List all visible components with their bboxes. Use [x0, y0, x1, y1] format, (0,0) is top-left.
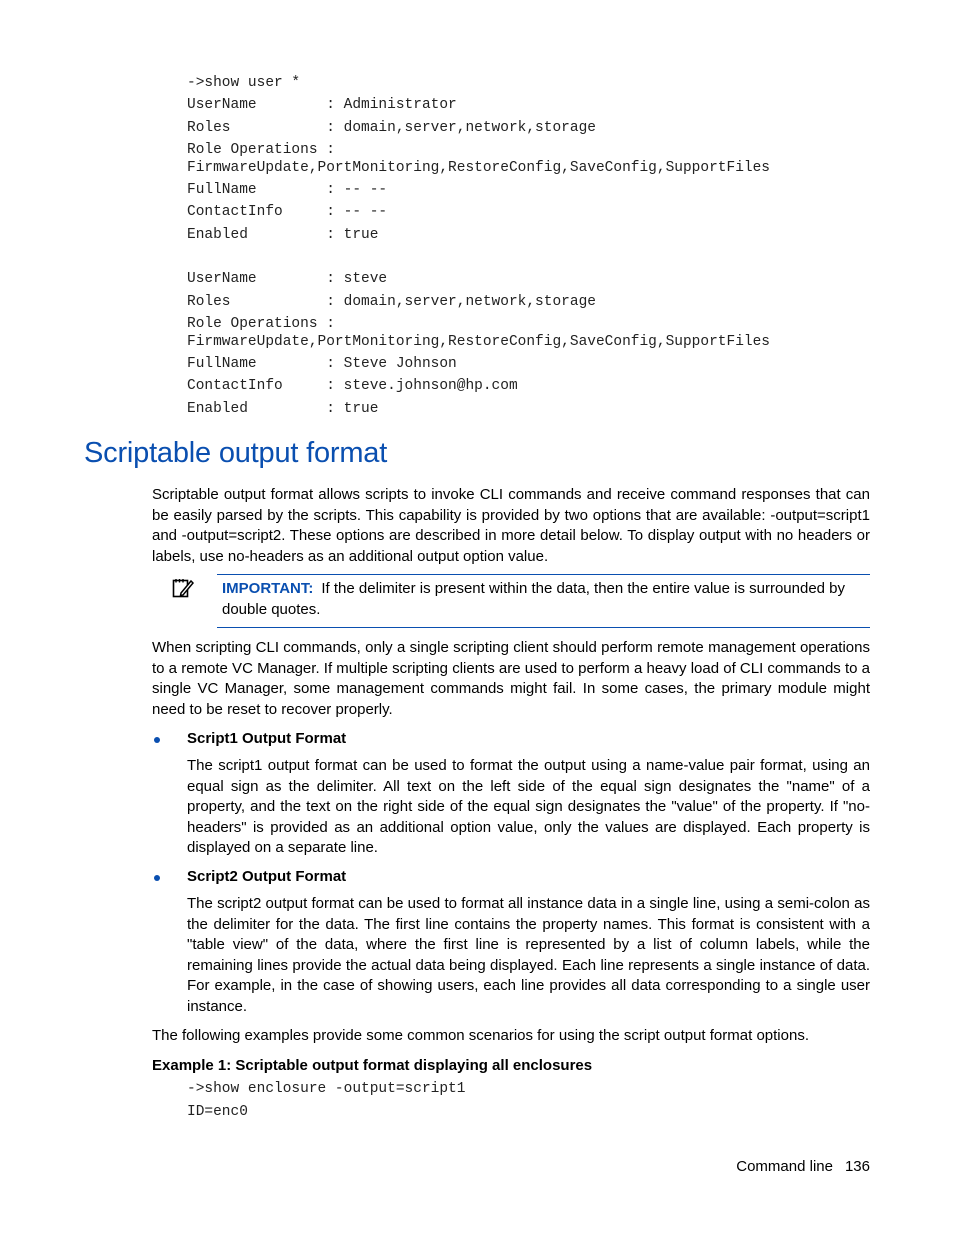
code-line: ContactInfo : -- -- — [187, 204, 388, 220]
code-line: FirmwareUpdate,PortMonitoring,RestoreConfig,SaveConfig,SupportFiles — [187, 334, 770, 350]
code-line: ID=enc0 — [187, 1104, 248, 1120]
code-line: FirmwareUpdate,PortMonitoring,RestoreConfig,SaveConfig,SupportFiles — [187, 160, 770, 176]
code-line: Enabled : true — [187, 401, 379, 417]
code-line: Role Operations : — [187, 316, 335, 332]
bullet-title-script1: Script1 Output Format — [187, 730, 347, 747]
bullet-dot-icon — [152, 873, 162, 883]
code-line: Roles : domain,server,network,storage — [187, 294, 596, 310]
bullet-text-script2: The script2 output format can be used to format all instance data in a single line, using a semi-colon as the delimiter for the data. The first line contains the property names. This format is consistent with a "table view" of the data, where the first line is represented by a list of column labels, while the remaining lines provide the actual data being displayed. Each line represents a single instance of data. For example, in the case of showing users, each line provides all data corresponding to a single user instance. — [187, 895, 870, 1015]
important-text: If the delimiter is present within the data, then the entire value is surrounded by double quotes. — [222, 580, 846, 618]
important-note — [222, 578, 862, 620]
note-pencil-icon — [172, 577, 194, 599]
code-line: ->show user * — [187, 75, 301, 91]
code-line: ContactInfo : steve.johnson@hp.com — [187, 378, 518, 394]
code-line: ->show enclosure -output=script1 — [187, 1081, 466, 1097]
bullet-title-script2: Script2 Output Format — [187, 868, 347, 885]
example1-title: Example 1: Scriptable output format displaying all enclosures — [152, 1057, 593, 1074]
bullet-text-script1: The script1 output format can be used to format the output using a name-value pair format, using an equal sign as the delimiter. All text on the left side of the equal sign designates the "name" of a property, and the text on the right side of the equal sign designates the "value" of the property. If "no-headers" is provided as an additional option value, only the values are displayed. Each property is displayed on a separate line. — [187, 757, 870, 856]
code-line: UserName : Administrator — [187, 97, 457, 113]
code-line: FullName : -- -- — [187, 182, 388, 198]
code-line: UserName : steve — [187, 271, 388, 287]
examples-intro-paragraph: The following examples provide some common scenarios for using the script output format options. — [152, 1027, 809, 1044]
important-label: IMPORTANT: — [222, 580, 314, 597]
code-line: Roles : domain,server,network,storage — [187, 120, 596, 136]
intro-paragraph: Scriptable output format allows scripts to invoke CLI commands and receive command responses that can be easily parsed by the scripts. This capability is provided by two options that are available: -output=script1 and -output=script2. These options are described in more detail below. To display output with no headers or labels, use no-headers as an additional output option value. — [152, 486, 870, 565]
bullet-dot-icon — [152, 735, 162, 745]
section-title: Scriptable output format — [84, 437, 388, 469]
page-footer — [736, 1158, 870, 1175]
footer-section-name: Command line — [736, 1158, 833, 1175]
page-number: 136 — [844, 1158, 870, 1175]
code-line: Enabled : true — [187, 227, 379, 243]
code-line: Role Operations : — [187, 142, 335, 158]
code-line: FullName : Steve Johnson — [187, 356, 457, 372]
scripting-paragraph: When scripting CLI commands, only a single scripting client should perform remote management operations to a remote VC Manager. If multiple scripting clients are used to perform a heavy load of CLI commands to a single VC Manager, some management commands might fail. In some cases, the primary module might need to be reset to recover properly. — [152, 639, 870, 718]
